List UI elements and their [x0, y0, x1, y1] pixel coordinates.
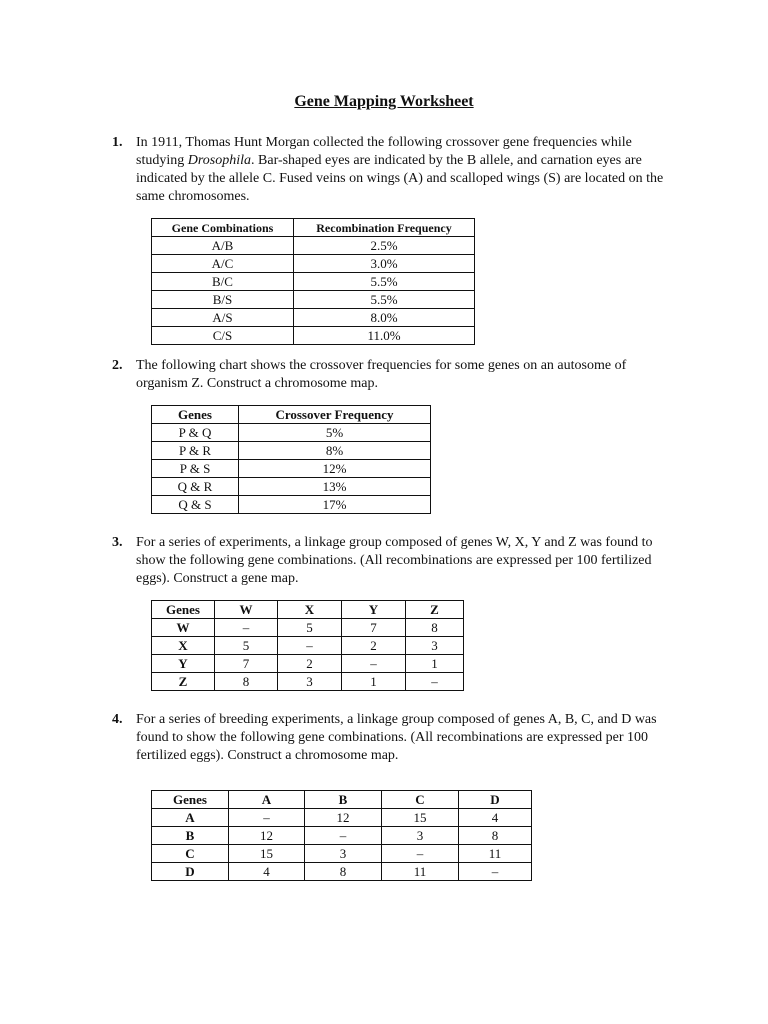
- table-header: A: [229, 791, 305, 809]
- table-cell: B/S: [152, 291, 294, 309]
- table-cell: –: [342, 655, 406, 673]
- table-row: [152, 255, 475, 273]
- table-cell: 7: [215, 655, 278, 673]
- table-cell: D: [152, 863, 229, 881]
- table-row: [152, 327, 475, 345]
- table-cell: 5: [215, 637, 278, 655]
- table-cell: 11: [459, 845, 532, 863]
- table-cell: 5.5%: [294, 291, 475, 309]
- question-2-text: The following chart shows the crossover frequencies for some genes on an autosome of organism Z. Construct a chromosome map.: [136, 358, 627, 391]
- table-cell: –: [229, 809, 305, 827]
- table-cell: 5.5%: [294, 273, 475, 291]
- table-header: Recombination Frequency: [294, 219, 475, 237]
- table-cell: 15: [382, 809, 459, 827]
- table-cell: 1: [406, 655, 464, 673]
- table-cell: B: [152, 827, 229, 845]
- table-cell: 2: [278, 655, 342, 673]
- table-row: [152, 273, 475, 291]
- wxyz-gene-table: [151, 600, 464, 691]
- table-cell: A/C: [152, 255, 294, 273]
- table-row: [152, 291, 475, 309]
- question-4-text: For a series of breeding experiments, a linkage group composed of genes A, B, C, and D was found to show the following gene combinations. (All recombinations are expressed per 100 fertilized eggs). Construct a chromosome map.: [136, 712, 657, 763]
- table-cell: –: [406, 673, 464, 691]
- question-2-number: 2.: [112, 358, 123, 373]
- recombination-frequency-table: [151, 218, 475, 345]
- table-cell: X: [152, 637, 215, 655]
- table-cell: 13%: [239, 478, 431, 496]
- table-header: Y: [342, 601, 406, 619]
- table-cell: 3: [278, 673, 342, 691]
- table-cell: 3: [406, 637, 464, 655]
- table-cell: 4: [459, 809, 532, 827]
- table-cell: P & Q: [152, 424, 239, 442]
- table-cell: A/B: [152, 237, 294, 255]
- table-cell: 11.0%: [294, 327, 475, 345]
- table-cell: 12: [229, 827, 305, 845]
- table-header: X: [278, 601, 342, 619]
- table-row: [152, 655, 464, 673]
- table-cell: 11: [382, 863, 459, 881]
- table-cell: Q & R: [152, 478, 239, 496]
- table-cell: 1: [342, 673, 406, 691]
- table-cell: 4: [229, 863, 305, 881]
- table-cell: –: [278, 637, 342, 655]
- table-cell: 2.5%: [294, 237, 475, 255]
- question-4: [112, 711, 672, 765]
- table-row: [152, 673, 464, 691]
- question-1-text: In 1911, Thomas Hunt Morgan collected the following crossover gene frequencies while studying Drosophila. Bar-shaped eyes are indicated by the B allele, and carnation eyes are indicated by the allele C. Fused veins on wings (A) and scalloped wings (S) are located on the same chromosomes.: [136, 135, 664, 204]
- table-header: C: [382, 791, 459, 809]
- table-cell: 5%: [239, 424, 431, 442]
- crossover-frequency-table: [151, 405, 431, 514]
- table-row: [152, 845, 532, 863]
- table-cell: 3: [305, 845, 382, 863]
- table-row: [152, 442, 431, 460]
- table-cell: 12: [305, 809, 382, 827]
- table-row: [152, 827, 532, 845]
- table-row: [152, 309, 475, 327]
- table-cell: 8.0%: [294, 309, 475, 327]
- question-4-number: 4.: [112, 712, 123, 727]
- table-cell: A: [152, 809, 229, 827]
- table-cell: 3: [382, 827, 459, 845]
- table-cell: 5: [278, 619, 342, 637]
- table-row: [152, 237, 475, 255]
- table-header: Gene Combinations: [152, 219, 294, 237]
- table-header: B: [305, 791, 382, 809]
- table-cell: 17%: [239, 496, 431, 514]
- question-3-number: 3.: [112, 535, 123, 550]
- page-title: Gene Mapping Worksheet: [294, 93, 474, 110]
- question-1-number: 1.: [112, 135, 123, 150]
- table-header: Z: [406, 601, 464, 619]
- table-cell: 8: [215, 673, 278, 691]
- table-cell: –: [459, 863, 532, 881]
- table-cell: 2: [342, 637, 406, 655]
- question-1: [112, 134, 672, 206]
- table-row: [152, 619, 464, 637]
- table-row: [152, 478, 431, 496]
- table-cell: –: [305, 827, 382, 845]
- table-cell: 3.0%: [294, 255, 475, 273]
- table-header: Genes: [152, 791, 229, 809]
- table-cell: A/S: [152, 309, 294, 327]
- table-cell: 8%: [239, 442, 431, 460]
- table-cell: Y: [152, 655, 215, 673]
- table-row: [152, 424, 431, 442]
- table-cell: Z: [152, 673, 215, 691]
- table-header: W: [215, 601, 278, 619]
- table-row: [152, 460, 431, 478]
- table-cell: C/S: [152, 327, 294, 345]
- table-cell: Q & S: [152, 496, 239, 514]
- question-3: [112, 534, 672, 588]
- table-cell: B/C: [152, 273, 294, 291]
- table-cell: –: [215, 619, 278, 637]
- table-header: Genes: [152, 601, 215, 619]
- table-cell: W: [152, 619, 215, 637]
- table-header: D: [459, 791, 532, 809]
- table-cell: P & S: [152, 460, 239, 478]
- table-cell: P & R: [152, 442, 239, 460]
- table-row: [152, 809, 532, 827]
- abcd-gene-table: [151, 790, 532, 881]
- table-header: Genes: [152, 406, 239, 424]
- question-3-text: For a series of experiments, a linkage group composed of genes W, X, Y and Z was found to show the following gene combinations. (All recombinations are expressed per 100 fertilized eggs). Construct a gene map.: [136, 535, 653, 586]
- table-cell: 8: [305, 863, 382, 881]
- table-cell: 15: [229, 845, 305, 863]
- question-2: [112, 357, 672, 393]
- table-cell: 12%: [239, 460, 431, 478]
- table-cell: C: [152, 845, 229, 863]
- table-cell: 8: [406, 619, 464, 637]
- table-row: [152, 863, 532, 881]
- table-header: Crossover Frequency: [239, 406, 431, 424]
- table-cell: –: [382, 845, 459, 863]
- table-cell: 7: [342, 619, 406, 637]
- table-cell: 8: [459, 827, 532, 845]
- table-row: [152, 637, 464, 655]
- table-row: [152, 496, 431, 514]
